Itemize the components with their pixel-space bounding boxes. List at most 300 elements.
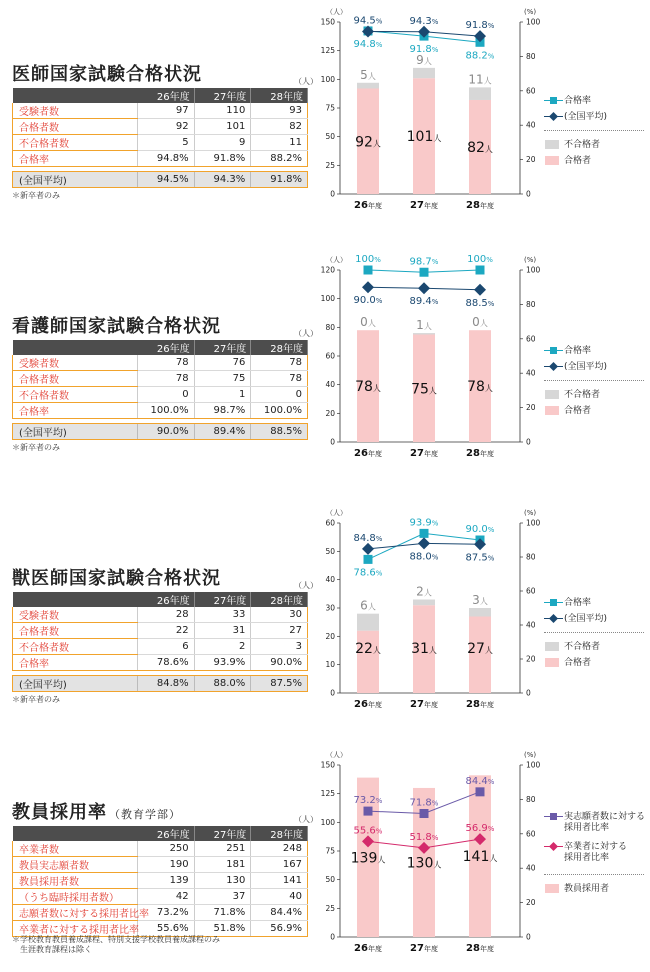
y-tick-label: 60 [325, 518, 335, 528]
bar-value-number: 101 [406, 129, 434, 146]
footnote-line: ＊学校教育教員養成課程、特別支援学校教員養成課程のみ [12, 935, 220, 944]
table-row [13, 857, 308, 873]
x-category-label [354, 200, 382, 211]
fail-value-label [468, 72, 491, 86]
square-marker [364, 266, 373, 275]
x-category-suffix: 年度 [367, 450, 382, 458]
table-header-year: 27年度 [194, 340, 251, 355]
table-row [13, 623, 308, 639]
line-value-number: 88.5 [465, 297, 488, 309]
line-value-unit: % [375, 569, 383, 578]
fail-value-number: 6 [360, 598, 368, 613]
national-average-value: 84.8% [138, 676, 195, 692]
row-label: 合格率 [13, 655, 138, 671]
row-value: 78 [138, 371, 195, 387]
bar-value-number: 27 [467, 641, 485, 657]
y-tick-label: 30 [325, 603, 335, 613]
legend-item-hired [544, 884, 609, 895]
line-value-number: 78.6 [353, 567, 376, 579]
fail-value-unit: 人 [423, 322, 432, 332]
stats-table [12, 592, 308, 671]
table-header-year: 27年度 [194, 88, 251, 103]
legend-label: 不合格者 [564, 642, 601, 652]
legend-separator [544, 380, 644, 381]
y2-tick-label: 80 [526, 299, 536, 309]
bar-value-label [407, 129, 442, 145]
fail-value-number: 5 [360, 67, 368, 82]
row-label: 合格者数 [13, 623, 138, 639]
pass-icon [544, 406, 564, 416]
legend-label: 不合格者 [564, 140, 601, 150]
line-value-label [410, 44, 439, 55]
table-row [13, 103, 308, 119]
legend-separator [544, 874, 644, 875]
row-label: 卒業者数 [13, 841, 138, 857]
line-value-number: 100 [467, 254, 487, 265]
line-value-unit: % [486, 256, 493, 264]
national-average-row [13, 676, 308, 692]
y2-tick-label: 60 [526, 86, 536, 96]
line-value-label [410, 517, 439, 528]
table-header-year: 28年度 [251, 826, 308, 841]
row-label: 不合格者数 [13, 135, 138, 151]
table-header-year: 28年度 [251, 88, 308, 103]
row-value: 40 [251, 889, 308, 905]
table-row [13, 151, 308, 167]
line-value-unit: % [431, 799, 439, 808]
table-row [13, 371, 308, 387]
row-value: 139 [138, 873, 195, 889]
bar-value-unit: 人 [372, 646, 381, 655]
table-row [13, 905, 308, 921]
x-category-year: 26 [354, 699, 368, 710]
fail-value-label [416, 585, 432, 599]
bar-value-unit: 人 [428, 646, 437, 655]
table-row [13, 873, 308, 889]
y2-tick-label: 100 [526, 760, 541, 770]
table-header-row [13, 826, 308, 841]
fail-value-label [416, 318, 432, 332]
national-average-label: (全国平均) [13, 172, 138, 188]
legend-item-pass-rate [544, 96, 591, 107]
row-value: 98.7% [194, 403, 251, 419]
y2-tick-label: 0 [526, 688, 531, 698]
table-header-blank [13, 826, 138, 841]
line-value-unit: % [375, 827, 383, 836]
table-header-year: 28年度 [251, 592, 308, 607]
x-category-label [466, 699, 494, 710]
fail-value-label [472, 315, 488, 329]
y2-tick-label: 60 [526, 586, 536, 596]
line-value-label [354, 567, 383, 578]
row-value: 84.4% [251, 905, 308, 921]
x-category-suffix: 年度 [423, 701, 438, 709]
national-average-value: 94.5% [138, 172, 195, 188]
row-value: 31 [194, 623, 251, 639]
bar-value-unit: 人 [484, 384, 493, 394]
line-value-number: 55.6 [353, 825, 376, 837]
x-category-label [354, 699, 382, 710]
bar-value-unit: 人 [489, 854, 498, 864]
x-category-label [354, 943, 382, 954]
row-value: 1 [194, 387, 251, 403]
national-average-value: 90.0% [138, 424, 195, 440]
footnote-line: 生涯教育課程は除く [12, 945, 92, 954]
y-tick-label: 60 [325, 351, 335, 361]
line-value-number: 90.0 [465, 524, 488, 535]
national-average-table [12, 423, 308, 440]
y2-tick-label: 80 [526, 51, 536, 61]
legend-label: 卒業者に対する 採用者比率 [564, 842, 628, 863]
y-tick-label: 75 [325, 103, 335, 113]
line-value-label [354, 39, 383, 50]
line-value-unit: % [487, 52, 495, 61]
national-average-table [12, 675, 308, 692]
line-value-label [355, 254, 381, 265]
line-value-label [466, 20, 495, 31]
pass-rate-icon [544, 96, 564, 106]
y-tick-label: 0 [330, 932, 335, 942]
bar-value-number: 139 [350, 850, 378, 867]
legend-item-national-average [544, 362, 607, 373]
y-tick-label: 0 [330, 688, 335, 698]
table-header-blank [13, 340, 138, 355]
diamond-marker [418, 282, 430, 294]
x-category-label [354, 448, 382, 459]
square-marker [420, 529, 429, 538]
line-value-unit: % [431, 519, 439, 528]
bar-value-unit: 人 [377, 855, 386, 865]
legend-label: 合格率 [564, 346, 592, 356]
x-category-suffix: 年度 [479, 945, 494, 953]
row-value: 30 [251, 607, 308, 623]
x-category-year: 27 [410, 448, 424, 459]
fail-value-number: 0 [472, 315, 480, 330]
legend-item-fail [544, 390, 600, 401]
national-average-label: (全国平均) [13, 424, 138, 440]
x-category-year: 26 [354, 200, 368, 211]
row-label: 受験者数 [13, 103, 138, 119]
row-label: 不合格者数 [13, 387, 138, 403]
line-value-number: 51.8 [409, 831, 432, 843]
y2-tick-label: 60 [526, 829, 536, 839]
legend-item-national-average [544, 112, 607, 123]
row-value: 3 [251, 639, 308, 655]
fail-value-unit: 人 [367, 602, 376, 612]
fail-value-number: 3 [472, 593, 480, 607]
pass-icon [544, 156, 564, 166]
legend-item-pass-rate [544, 598, 591, 609]
line-value-label [410, 832, 439, 843]
diamond-marker [362, 543, 374, 555]
line-value-label [466, 552, 495, 563]
table-row [13, 135, 308, 151]
chart-jui [305, 510, 555, 730]
fail-icon [544, 390, 564, 400]
line-value-number: 71.8 [409, 797, 432, 809]
line-value-number: 91.8 [465, 20, 488, 32]
bar-secondary [357, 83, 379, 89]
pass-icon [544, 658, 564, 668]
footnote [12, 191, 60, 201]
line-value-unit: % [375, 17, 383, 26]
square-marker [420, 268, 429, 277]
line-value-label [410, 256, 439, 267]
row-value: 248 [251, 841, 308, 857]
line-value-number: 89.4 [409, 296, 432, 308]
row-label: 卒業者に対する採用者比率 [13, 921, 138, 937]
row-label: 合格率 [13, 403, 138, 419]
line-value-unit: % [431, 46, 439, 55]
bar-value-number: 78 [355, 379, 373, 396]
bar-value-number: 78 [467, 379, 485, 396]
row-value: 250 [138, 841, 195, 857]
legend-item-pass [544, 658, 591, 669]
row-value: 92 [138, 119, 195, 135]
line-value-unit: % [487, 526, 495, 534]
footnote [12, 935, 220, 955]
row-label: 合格率 [13, 151, 138, 167]
fail-value-label [472, 593, 488, 607]
legend-label: 合格率 [564, 96, 592, 106]
y-tick-label: 100 [320, 294, 335, 304]
line-value-unit: % [374, 256, 381, 264]
fail-value-unit: 人 [367, 319, 376, 329]
legend-item-pass-rate [544, 346, 591, 357]
row-value: 9 [194, 135, 251, 151]
line-value-unit: % [431, 17, 439, 26]
y-tick-label: 100 [320, 74, 335, 84]
bar-value-label [407, 855, 442, 871]
legend-label: 合格率 [564, 598, 592, 608]
line-value-number: 94.5 [353, 15, 376, 27]
y-tick-label: 20 [325, 408, 335, 418]
national-average-value: 87.5% [251, 676, 308, 692]
row-value: 100.0% [251, 403, 308, 419]
table-unit-label: （人） [294, 77, 318, 86]
bar-value-label [463, 849, 498, 865]
line-value-number: 90.0 [353, 295, 376, 307]
line-value-unit: % [487, 777, 495, 786]
section-title [12, 564, 221, 590]
table-header-year: 26年度 [138, 592, 195, 607]
x-category-year: 28 [466, 943, 480, 954]
line-value-unit: % [431, 553, 439, 562]
table-header-year: 27年度 [194, 592, 251, 607]
bar-value-unit: 人 [372, 384, 381, 394]
bar-value-number: 31 [411, 641, 429, 657]
fail-value-number: 2 [416, 584, 424, 599]
section-title-text: 教員採用率 [12, 802, 107, 823]
row-value: 94.8% [138, 151, 195, 167]
legend-item-pass [544, 156, 591, 167]
line-value-unit: % [487, 299, 495, 308]
y2-tick-label: 100 [526, 17, 541, 27]
line-value-unit: % [375, 797, 383, 806]
table-row [13, 655, 308, 671]
footnote [12, 443, 60, 453]
table-row [13, 889, 308, 905]
row-value: 82 [251, 119, 308, 135]
y-tick-label: 0 [330, 189, 335, 199]
legend-separator [544, 632, 644, 633]
line-value-unit: % [487, 554, 495, 563]
row-value: 56.9% [251, 921, 308, 937]
bar-value-number: 141 [462, 849, 490, 866]
national-average-value: 88.0% [194, 676, 251, 692]
legend-item-ratio-applicants [544, 812, 645, 834]
line-value-label [466, 298, 495, 309]
x-category-label [410, 943, 438, 954]
row-label: （うち臨時採用者数） [13, 889, 138, 905]
y2-tick-label: 100 [526, 265, 541, 275]
fail-value-unit: 人 [423, 588, 432, 598]
bar-secondary [469, 608, 491, 617]
x-category-suffix: 年度 [423, 945, 438, 953]
table-unit-label: （人） [294, 581, 318, 590]
y2-tick-label: 40 [526, 368, 536, 378]
line-value-label [466, 50, 495, 61]
square-marker [420, 809, 429, 818]
x-category-suffix: 年度 [423, 450, 438, 458]
y-tick-label: 150 [320, 760, 335, 770]
x-category-year: 26 [354, 448, 368, 459]
row-value: 88.2% [251, 151, 308, 167]
y-tick-label: 75 [325, 846, 335, 856]
bar-secondary [469, 87, 491, 100]
table-row [13, 607, 308, 623]
x-category-suffix: 年度 [367, 945, 382, 953]
x-category-suffix: 年度 [367, 701, 382, 709]
y2-tick-label: 20 [526, 898, 536, 908]
stats-table [12, 826, 308, 937]
row-value: 37 [194, 889, 251, 905]
y2-tick-label: 40 [526, 863, 536, 873]
row-value: 90.0% [251, 655, 308, 671]
bar-value-unit: 人 [484, 144, 493, 154]
row-label: 合格者数 [13, 119, 138, 135]
bar-secondary [357, 614, 379, 631]
y2-tick-label: 20 [526, 155, 536, 165]
row-value: 11 [251, 135, 308, 151]
table-header-year: 26年度 [138, 88, 195, 103]
y-tick-label: 125 [320, 789, 335, 799]
row-value: 5 [138, 135, 195, 151]
national-average-icon [544, 112, 564, 122]
y2-tick-label: 0 [526, 932, 531, 942]
fail-icon [544, 140, 564, 150]
y-axis-unit: （人） [326, 8, 347, 16]
fail-value-number: 0 [360, 315, 368, 330]
x-category-year: 27 [410, 699, 424, 710]
x-category-year: 28 [466, 200, 480, 211]
section-title-sub: （教育学部） [109, 808, 181, 821]
bar-value-unit: 人 [428, 386, 437, 396]
y2-axis-unit: (%) [524, 509, 537, 517]
legend-label: 不合格者 [564, 390, 601, 400]
hired-icon [544, 884, 564, 894]
y-tick-label: 50 [325, 875, 335, 885]
stats-table [12, 340, 308, 419]
line-value-label [467, 254, 493, 265]
y2-axis-unit: (%) [524, 256, 537, 264]
y-tick-label: 100 [320, 817, 335, 827]
pass-rate-icon [544, 598, 564, 608]
line-value-label [410, 296, 439, 307]
y2-tick-label: 20 [526, 654, 536, 664]
ratio-applicants-icon [544, 812, 564, 822]
bar-secondary [413, 333, 435, 334]
table-row [13, 841, 308, 857]
y-tick-label: 0 [330, 437, 335, 447]
row-value: 97 [138, 103, 195, 119]
row-value: 78 [251, 355, 308, 371]
line-value-label [410, 551, 439, 562]
section-title-text: 獣医師国家試験合格状況 [12, 568, 221, 589]
diamond-marker [474, 284, 486, 296]
row-value: 190 [138, 857, 195, 873]
line-value-unit: % [375, 297, 383, 306]
y-tick-label: 25 [325, 903, 335, 913]
x-category-label [466, 943, 494, 954]
y-tick-label: 40 [325, 380, 335, 390]
section-title [12, 798, 181, 824]
row-value: 93 [251, 103, 308, 119]
chart-ishi [305, 6, 555, 226]
y2-tick-label: 60 [526, 334, 536, 344]
square-marker [476, 266, 485, 275]
national-average-value: 89.4% [194, 424, 251, 440]
x-category-year: 26 [354, 943, 368, 954]
fail-value-label [360, 599, 376, 613]
legend-label: 実志願者数に対する 採用者比率 [564, 812, 646, 833]
line-value-number: 100 [355, 254, 375, 265]
bar-value-unit: 人 [372, 139, 381, 149]
x-category-year: 27 [410, 943, 424, 954]
line-value-label [410, 798, 439, 809]
y-tick-label: 50 [325, 132, 335, 142]
line-value-label [466, 776, 495, 787]
x-category-suffix: 年度 [423, 202, 438, 210]
row-value: 141 [251, 873, 308, 889]
y2-tick-label: 40 [526, 120, 536, 130]
table-header-blank [13, 592, 138, 607]
table-header-row [13, 592, 308, 607]
row-value: 33 [194, 607, 251, 623]
line-value-number: 91.8 [409, 44, 432, 56]
table-unit-label: （人） [294, 329, 318, 338]
chart-kango [305, 254, 555, 478]
row-value: 6 [138, 639, 195, 655]
x-category-label [466, 448, 494, 459]
legend-label: 教員採用者 [564, 884, 610, 894]
table-header-blank [13, 88, 138, 103]
line-value-number: 98.7 [409, 256, 432, 268]
square-marker [476, 787, 485, 796]
x-category-label [410, 200, 438, 211]
section-title [12, 60, 202, 86]
national-average-icon [544, 362, 564, 372]
legend-label: 合格者 [564, 658, 592, 668]
fail-value-unit: 人 [479, 597, 488, 606]
row-value: 101 [194, 119, 251, 135]
fail-value-unit: 人 [483, 76, 492, 86]
line-value-number: 94.8 [353, 38, 376, 50]
square-marker [364, 555, 373, 564]
table-row [13, 639, 308, 655]
row-value: 100.0% [138, 403, 195, 419]
x-category-suffix: 年度 [367, 202, 382, 210]
